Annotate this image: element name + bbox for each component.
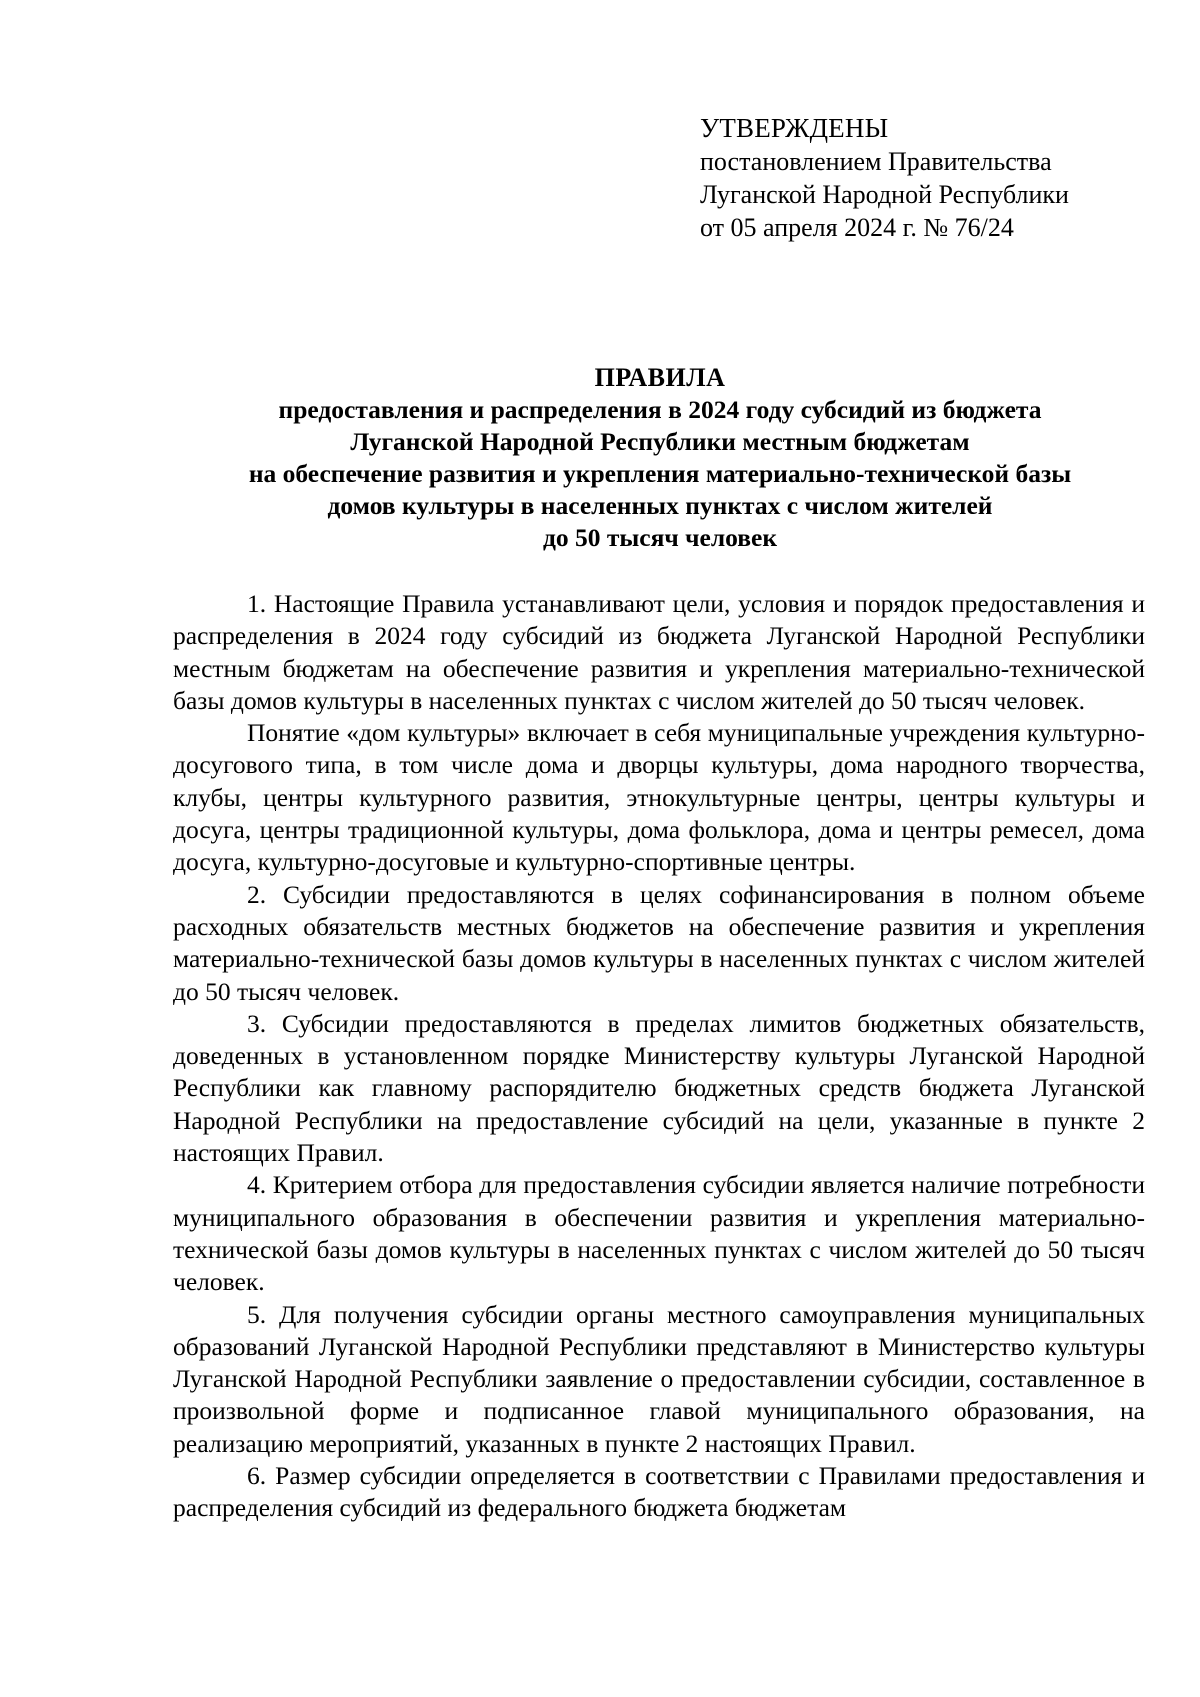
- document-subtitle-line: до 50 тысяч человек: [542, 523, 778, 552]
- document-title-block: [170, 362, 1150, 554]
- document-subtitle-line: на обеспечение развития и укрепления материально-технической базы: [248, 459, 1072, 488]
- approval-line: постановлением Правительства: [700, 147, 1052, 176]
- paragraph-3: 3. Субсидии предоставляются в пределах лимитов бюджетных обязательств, доведенных в установленном порядке Министерству культуры Луганской Народной Республики как главному распорядителю бюджетных средств бюджета Луганской Народной Республики на предоставление субсидий на цели, указанные в пункте 2 настоящих Правил.: [173, 1008, 1145, 1168]
- document-subtitle-line: домов культуры в населенных пунктах с числом жителей: [327, 491, 993, 520]
- paragraph-5: 5. Для получения субсидии органы местного самоуправления муниципальных образований Луганской Народной Республики представляют в Министерство культуры Луганской Народной Республики заявление о предоставлении субсидии, составленное в произвольной форме и подписанное главой муниципального образования, на реализацию мероприятий, указанных в пункте 2 настоящих Правил.: [173, 1299, 1145, 1458]
- paragraph-house-of-culture-definition: Понятие «дом культуры» включает в себя муниципальные учреждения культурно-досугового типа, в том числе дома и дворцы культуры, дома народного творчества, клубы, центры культурного развития, этнокультурные центры, центры культуры и досуга, центры традиционной культуры, дома фольклора, дома и центры ремесел, дома досуга, культурно-досуговые и культурно-спортивные центры.: [173, 718, 1145, 877]
- document-subtitle-line: Луганской Народной Республики местным бюджетам: [350, 427, 970, 456]
- paragraph-2: 2. Субсидии предоставляются в целях софинансирования в полном объеме расходных обязательств местных бюджетов на обеспечение развития и укрепления материально-технической базы домов культуры в населенных пунктах с числом жителей до 50 тысяч человек.: [173, 879, 1145, 1006]
- document-subtitle-line: предоставления и распределения в 2024 году субсидий из бюджета: [278, 395, 1042, 424]
- paragraph-1: 1. Настоящие Правила устанавливают цели, условия и порядок предоставления и распределения в 2024 году субсидий из бюджета Луганской Народной Республики местным бюджетам на обеспечение развития и укрепления материально-технической базы домов культуры в населенных пунктах с числом жителей до 50 тысяч человек.: [173, 589, 1145, 715]
- approval-stamp-block: [700, 112, 1069, 244]
- paragraph-4: 4. Критерием отбора для предоставления субсидии является наличие потребности муниципального образования в обеспечении развития и укрепления материально-технической базы домов культуры в населенных пунктах с числом жителей до 50 тысяч человек.: [173, 1170, 1145, 1297]
- document-body: [173, 588, 1145, 1525]
- approval-line: от 05 апреля 2024 г. № 76/24: [700, 213, 1014, 242]
- approval-line: Луганской Народной Республики: [700, 180, 1069, 209]
- approval-title: УТВЕРЖДЕНЫ: [700, 113, 889, 143]
- document-heading: ПРАВИЛА: [594, 363, 726, 392]
- paragraph-6: 6. Размер субсидии определяется в соответствии с Правилами предоставления и распределения субсидий из федерального бюджета бюджетам: [173, 1461, 1145, 1523]
